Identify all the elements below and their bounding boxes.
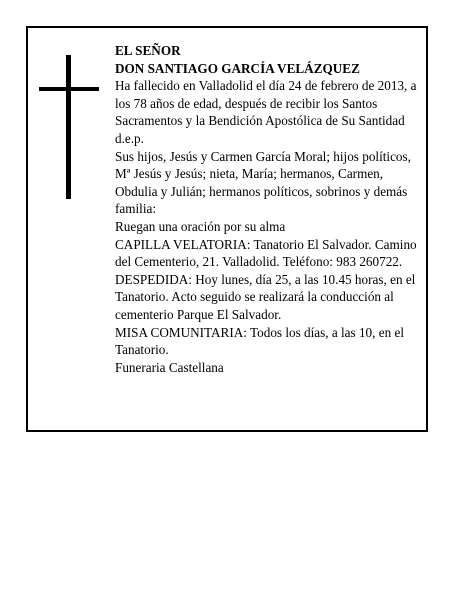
funeral-home: Funeraria Castellana <box>115 359 224 375</box>
farewell-text: Hoy lunes, día 25, a las 10.45 horas, en el Tanatorio. Acto seguido se realizará la conducción al cementerio Parque El Salvador. <box>115 271 416 322</box>
cross-vertical-bar <box>66 55 71 199</box>
chapel-label: CAPILLA VELATORIA: <box>115 236 251 252</box>
obituary-text <box>115 42 420 376</box>
family-list: Sus hijos, Jesús y Carmen García Moral; hijos políticos, Mª Jesús y Jesús; nieta, María; hermanos, Carmen, Obdulia y Julián; hermanos políticos, sobrinos y demás familia: <box>115 148 411 217</box>
farewell-label: DESPEDIDA: <box>115 271 192 287</box>
mass-info <box>115 324 420 359</box>
title-honorific: EL SEÑOR <box>115 43 181 58</box>
farewell-info <box>115 271 420 324</box>
prayer-request: Ruegan una oración por su alma <box>115 218 286 234</box>
chapel-info <box>115 236 420 271</box>
cross-icon <box>39 55 99 199</box>
death-announcement: Ha fallecido en Valladolid el día 24 de febrero de 2013, a los 78 años de edad, después de recibir los Santos Sacramentos y la Bendición Apostólica de Su Santidad d.e.p. <box>115 78 417 146</box>
cross-horizontal-bar <box>39 87 99 91</box>
mass-text: Todos los días, a las 10, en el Tanatorio. <box>115 324 405 358</box>
chapel-text: Tanatorio El Salvador. Camino del Cementerio, 21. Valladolid. Teléfono: 983 260722. <box>115 236 417 270</box>
deceased-name: DON SANTIAGO GARCÍA VELÁZQUEZ <box>115 60 360 76</box>
mass-label: MISA COMUNITARIA: <box>115 324 247 340</box>
obituary-notice <box>26 26 428 432</box>
